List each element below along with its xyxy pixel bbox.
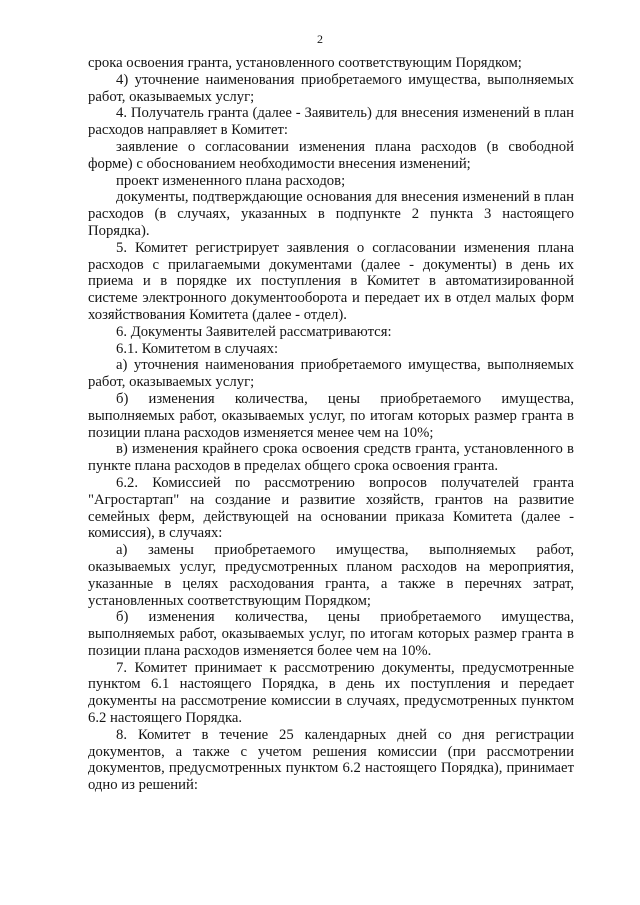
paragraph-clause-3-4: 4) уточнение наименования приобретаемого имущества, выполняемых работ, оказываемых услуг; [88, 71, 574, 105]
paragraph-item-6-1: 6.1. Комитетом в случаях: [116, 340, 279, 357]
paragraph-item-6-1-a: а) уточнения наименования приобретаемого имущества, выполняемых работ, оказываемых услуг; [88, 357, 574, 391]
paragraph-item-6-1-b: б) изменения количества, цены приобретаемого имущества, выполняемых работ, оказываемых услуг, по итогам которых размер гранта в позиции плана расходов изменяется менее чем на 10%; [88, 390, 574, 441]
paragraph-item-4-documents: документы, подтверждающие основания для внесения изменений в план расходов (в случаях, указанных в подпункте 2 пункта 3 настоящего Порядка). [88, 189, 574, 239]
paragraph-item-7: 7. Комитет принимает к рассмотрению документы, предусмотренные пунктом 6.1 настоящего Порядка, в день их поступления и передает документы на рассмотрение комиссии в случаях, предусмотренных пунктом 6.2 настоящего Порядка. [88, 659, 574, 727]
paragraph-item-4-draft-plan: проект измененного плана расходов; [116, 172, 346, 189]
paragraph-item-8: 8. Комитет в течение 25 календарных дней со дня регистрации документов, а также с учетом решения комиссии (при рассмотрении документов, предусмотренных пунктом 6.2 настоящего Порядка), принимает одно из решений: [88, 726, 574, 794]
paragraph-item-4-application: заявление о согласовании изменения плана расходов (в свободной форме) с обоснованием необходимости внесения изменений; [88, 138, 574, 172]
document-body [88, 55, 574, 794]
paragraph-item-6-2-a: а) замены приобретаемого имущества, выполняемых работ, оказываемых услуг, предусмотренных планом расходов на мероприятия, указанные в целях расходования гранта, а также в перечнях затрат, установленных соответствующим Порядком; [88, 542, 574, 609]
paragraph-item-6-2-b: б) изменения количества, цены приобретаемого имущества, выполняемых работ, оказываемых услуг, по итогам которых размер гранта в позиции плана расходов изменяется более чем на 10%. [88, 609, 574, 659]
paragraph-item-4: 4. Получатель гранта (далее - Заявитель) для внесения изменений в план расходов направляет в Комитет: [88, 105, 574, 139]
paragraph-item-5: 5. Комитет регистрирует заявления о согласовании изменения плана расходов с прилагаемыми документами (далее - документы) в день их приема и в порядке их поступления в Комитет в автоматизированной системе электронного документооборота и передает их в отдел малых форм хозяйствования Комитета (далее - отдел). [88, 239, 574, 323]
paragraph-item-6-1-v: в) изменения крайнего срока освоения средств гранта, установленного в пункте плана расходов в пределах общего срока освоения гранта. [88, 441, 574, 475]
paragraph-continuation: срока освоения гранта, установленного соответствующим Порядком; [88, 55, 522, 71]
paragraph-item-6: 6. Документы Заявителей рассматриваются: [116, 323, 392, 340]
page-number: 2 [317, 32, 323, 46]
paragraph-item-6-2: 6.2. Комиссией по рассмотрению вопросов получателей гранта "Агростартап" на создание и развитие хозяйств, грантов на развитие семейных ферм, действующей на основании приказа Комитета (далее - комиссия), в случаях: [88, 474, 574, 542]
